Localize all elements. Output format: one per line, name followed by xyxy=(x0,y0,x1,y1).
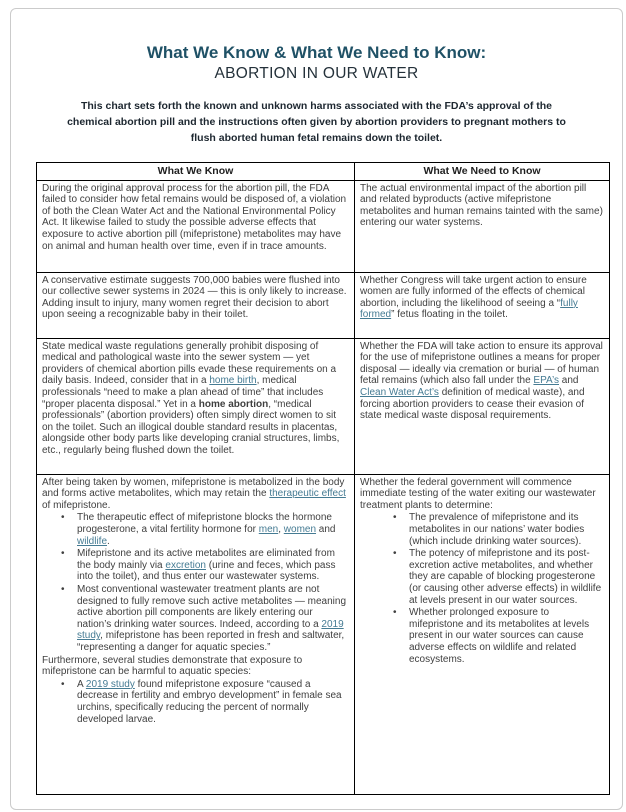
bullet-icon: • xyxy=(61,512,65,524)
table-header-row xyxy=(37,162,610,180)
cell-what-we-need-to-know xyxy=(355,474,610,794)
table-body xyxy=(37,180,610,794)
paragraph xyxy=(42,477,349,512)
cell-what-we-know xyxy=(37,272,355,338)
text-run: found mifepristone exposure “caused a decrease in fertility and embryo development” in female sea urchins, specifically reducing the percent of normally developed larvae. xyxy=(77,678,342,725)
paragraph xyxy=(360,275,604,321)
bullet-icon: • xyxy=(393,548,397,560)
text-run: After being taken by women, mifepristone is metabolized in the body and forms active metabolites, which may retain the xyxy=(42,476,345,500)
paragraph xyxy=(42,655,349,678)
bullet-item xyxy=(360,512,604,547)
inline-link[interactable]: home birth xyxy=(209,375,257,387)
text-run: During the original approval process for the abortion pill, the FDA failed to consider how fetal remains would be disposed of, a violation of both the Clean Water Act and the National Environmental Policy Act. It likewise failed to study the possible adverse effects that exposure to active abortion pill (mifepristone) metabolites may have on animal and human health over time, even if in trace amounts. xyxy=(42,182,347,252)
table-row xyxy=(37,180,610,272)
column-header-what-we-need-to-know: What We Need to Know xyxy=(355,162,610,180)
text-run: Whether prolonged exposure to mifepristone and its metabolites at levels present in our water sources can cause adverse effects on wildlife and related ecosystems. xyxy=(409,607,590,665)
text-run: of mifepristone. xyxy=(42,499,111,511)
paragraph xyxy=(42,183,349,253)
bullet-icon: • xyxy=(61,583,65,595)
text-run: Whether the FDA will take action to ensure its approval for the use of mifepristone outlines a means for proper disposal — ideally via cremation or burial — of human fetal remains (which also fall under the xyxy=(360,340,603,387)
bold-text: home abortion xyxy=(198,398,269,410)
text-run: The therapeutic effect of mifepristone blocks the hormone progesterone, a vital fertility hormone for xyxy=(77,512,332,536)
text-run: Furthermore, several studies demonstrate that exposure to mifepristone can be harmful to aquatic species: xyxy=(42,654,303,678)
text-run: Whether Congress will take urgent action to ensure women are fully informed of the effects of chemical abortion, including the likelihood of seeing a “ xyxy=(360,274,587,309)
cell-what-we-need-to-know xyxy=(355,338,610,474)
cell-what-we-know xyxy=(37,180,355,272)
text-run: . xyxy=(107,535,110,547)
bullet-item xyxy=(360,548,604,606)
bullet-icon: • xyxy=(61,548,65,560)
inline-link[interactable]: excretion xyxy=(165,559,206,571)
bullet-icon: • xyxy=(393,512,397,524)
paragraph xyxy=(360,341,604,422)
text-run: ” fetus floating in the toilet. xyxy=(391,309,508,321)
text-run: State medical waste regulations generally prohibit disposing of medical and pathological waste into the sewer system — yet providers of chemical abortion pills evade these requirements on a daily basis. Indeed, consider that in a xyxy=(42,340,337,387)
cell-what-we-need-to-know xyxy=(355,272,610,338)
bullet-item xyxy=(42,584,349,654)
text-run: , xyxy=(278,524,284,536)
cell-what-we-know xyxy=(37,474,355,794)
text-run: Mifepristone and its active metabolites are eliminated from the body mainly via xyxy=(77,548,335,571)
column-header-what-we-know: What We Know xyxy=(37,162,355,180)
inline-link[interactable]: 2019 study xyxy=(85,678,135,690)
cell-what-we-need-to-know xyxy=(355,180,610,272)
page-title: What We Know & What We Need to Know: xyxy=(146,43,487,62)
inline-link[interactable]: Clean Water Act’s xyxy=(360,387,439,399)
text-run: and xyxy=(316,524,336,536)
text-run: , “medical professionals” (abortion providers) often simply direct women to sit on the toilet. Such an illogical double standard results in placentas, alongside other body parts like developing cranial structures, limbs, etc., regularly being flushed down the toilet. xyxy=(42,398,340,456)
text-run: , medical professionals “need to make a plan ahead of time” that includes “proper placenta disposal.” Yet in a xyxy=(42,375,324,410)
paragraph xyxy=(360,183,604,229)
text-run: A xyxy=(77,678,86,690)
intro-text: This chart sets forth the known and unknown harms associated with the FDA’s approval of the chemical abortion pill and the instructions often given by abortion providers to pregnant mothers to flush aborted human fetal remains down the toilet. xyxy=(67,100,566,144)
paragraph xyxy=(360,477,604,512)
paragraph xyxy=(42,341,349,457)
bullet-icon: • xyxy=(393,607,397,619)
text-run: and xyxy=(559,375,579,387)
inline-link[interactable]: wildlife xyxy=(77,535,108,547)
table-row xyxy=(37,338,610,474)
text-run: definition of medical waste), and forcing abortion providers to cease their evasion of state medical waste disposal requirements. xyxy=(360,387,585,422)
cell-what-we-know xyxy=(37,338,355,474)
text-run: The potency of mifepristone and its post-excretion active metabolites, and whether they are capable of blocking progesterone (or causing other adverse effects) in wildlife at levels present in our water sources. xyxy=(409,548,602,606)
text-run: (urine and feces, which pass into the toilet), and thus enter our wastewater systems. xyxy=(77,559,336,583)
bullet-item xyxy=(42,512,349,547)
text-run: A conservative estimate suggests 700,000 babies were flushed into our collective sewer systems in 2024 — this is only likely to increase. Adding insult to injury, many women regret their decision to abort upon seeing a recognizable baby in their toilet. xyxy=(42,274,347,321)
paragraph xyxy=(42,275,349,321)
inline-link[interactable]: women xyxy=(283,524,317,536)
document-page xyxy=(10,8,623,810)
text-run: Most conventional wastewater treatment plants are not designed to fully remove such active metabolites — meaning active abortion pill components are likely entering our nation’s drinking water sources. Indeed, according to a xyxy=(77,583,347,630)
inline-link[interactable]: EPA’s xyxy=(533,375,559,387)
comparison-table xyxy=(36,162,610,795)
table-row xyxy=(37,474,610,794)
bullet-icon: • xyxy=(61,678,65,690)
bullet-item xyxy=(42,679,349,725)
text-run: The actual environmental impact of the abortion pill and related byproducts (active mifepristone metabolites and human remains tainted with the same) entering our water systems. xyxy=(360,182,603,229)
inline-link[interactable]: fully formed xyxy=(360,297,578,321)
inline-link[interactable]: 2019 study xyxy=(77,618,344,642)
bullet-item xyxy=(360,607,604,665)
bullet-item xyxy=(42,548,349,583)
text-run: , mifepristone has been reported in fresh and saltwater, “representing a danger for aquatic species.” xyxy=(77,630,345,653)
table-row xyxy=(37,272,610,338)
page-subtitle: ABORTION IN OUR WATER xyxy=(214,65,419,83)
inline-link[interactable]: therapeutic effect xyxy=(269,488,346,500)
inline-link[interactable]: men xyxy=(258,524,279,536)
text-run: The prevalence of mifepristone and its metabolites in our nations’ water bodies (which include drinking water sources). xyxy=(409,512,585,547)
text-run: Whether the federal government will commence immediate testing of the water exiting our wastewater treatment plants to determine: xyxy=(360,476,596,511)
